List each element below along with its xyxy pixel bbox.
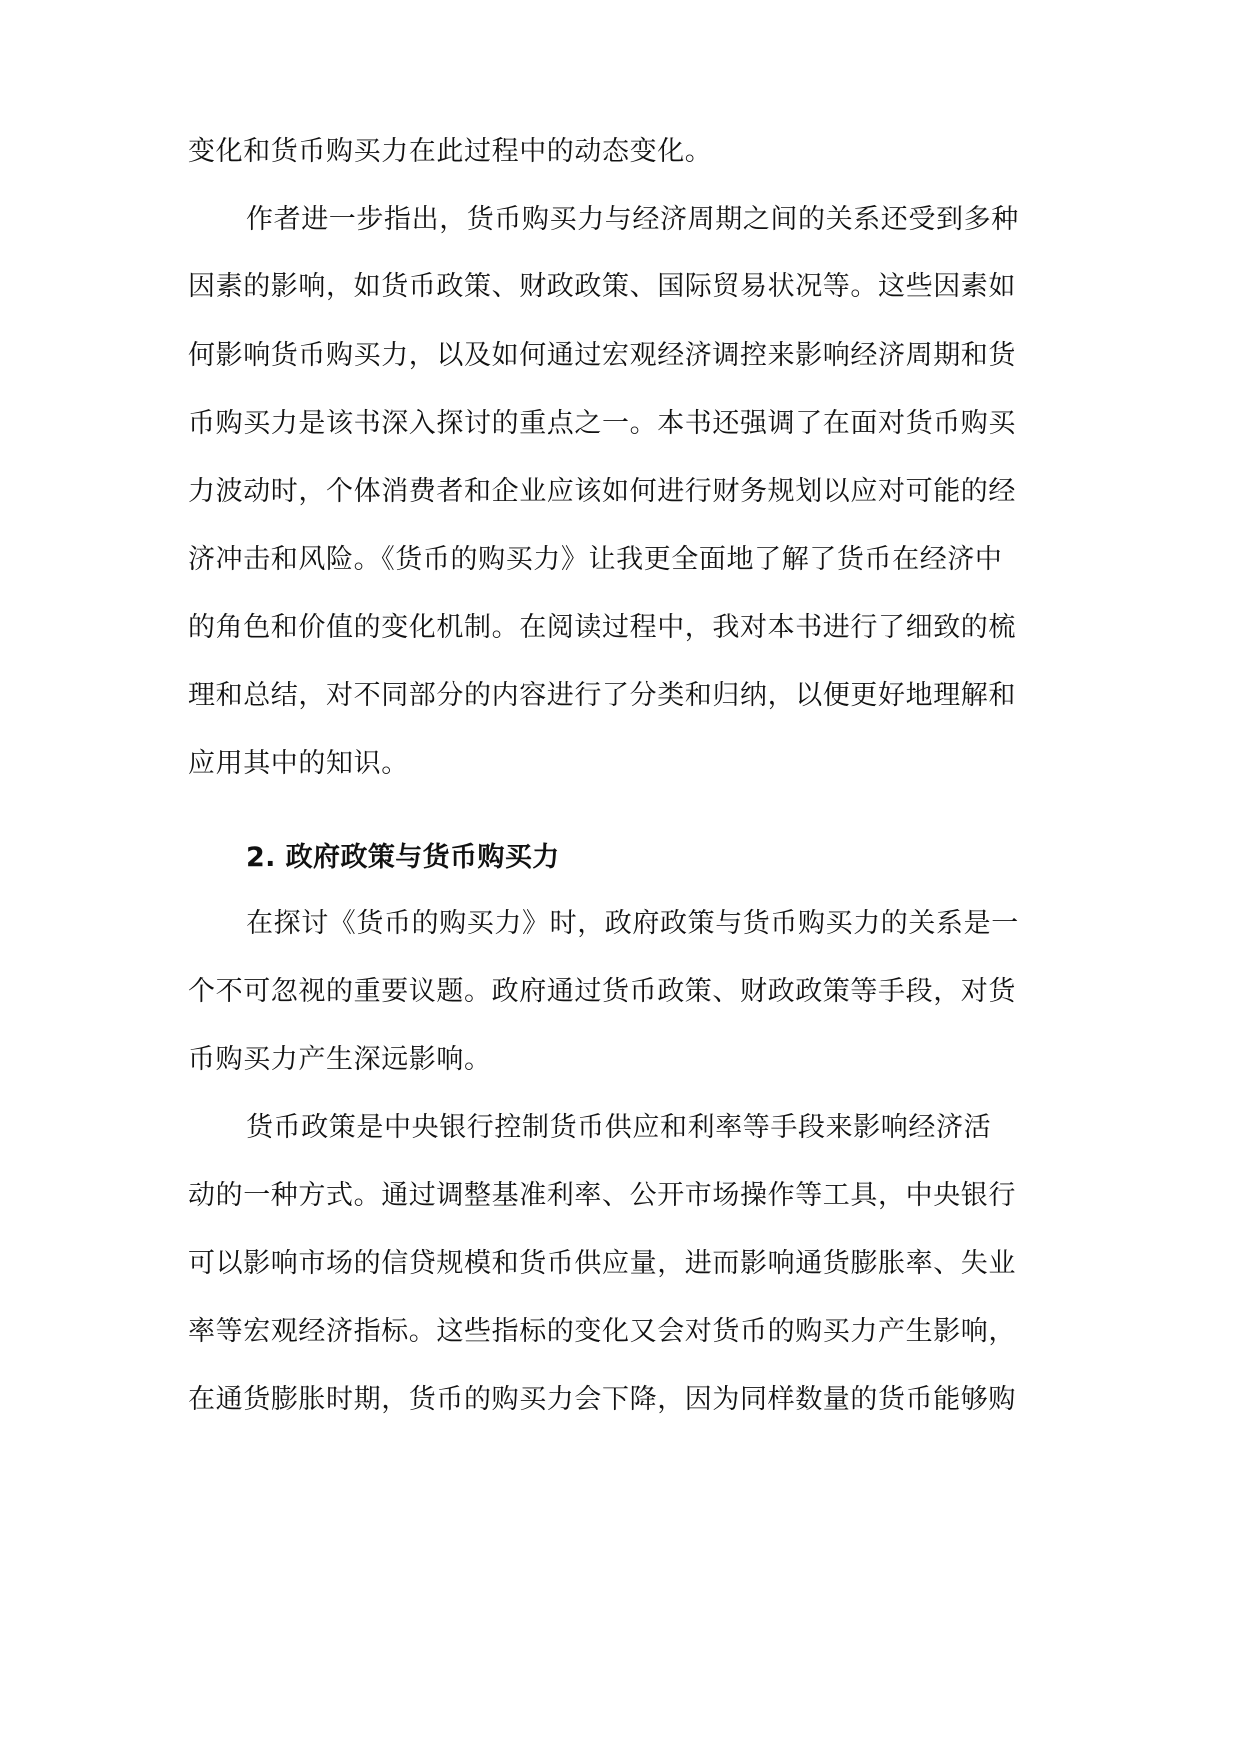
- paragraph-3-line-1: 在探讨《货币的购买力》时，政府政策与货币购买力的关系是一: [246, 908, 1019, 939]
- paragraph-4-line-1: 货币政策是中央银行控制货币供应和利率等手段来影响经济活: [246, 1112, 992, 1143]
- paragraph-2-line-4: 币购买力是该书深入探讨的重点之一。本书还强调了在面对货币购买: [188, 408, 1016, 439]
- paragraph-4-line-3: 可以影响市场的信贷规模和货币供应量，进而影响通货膨胀率、失业: [188, 1248, 1016, 1279]
- paragraph-2-line-1: 作者进一步指出，货币购买力与经济周期之间的关系还受到多种: [246, 204, 1019, 235]
- paragraph-3-line-2: 个不可忽视的重要议题。政府通过货币政策、财政政策等手段，对货: [188, 976, 1016, 1007]
- paragraph-2-line-9: 应用其中的知识。: [188, 748, 409, 779]
- paragraph-4-line-2: 动的一种方式。通过调整基准利率、公开市场操作等工具，中央银行: [188, 1180, 1016, 1211]
- paragraph-2-line-3: 何影响货币购买力，以及如何通过宏观经济调控来影响经济周期和货: [188, 340, 1016, 371]
- paragraph-2-line-5: 力波动时，个体消费者和企业应该如何进行财务规划以应对可能的经: [188, 476, 1016, 507]
- paragraph-4-line-4: 率等宏观经济指标。这些指标的变化又会对货币的购买力产生影响，: [188, 1316, 1016, 1347]
- paragraph-2-line-7: 的角色和价值的变化机制。在阅读过程中，我对本书进行了细致的梳: [188, 612, 1016, 643]
- paragraph-2-line-6: 济冲击和风险。《货币的购买力》让我更全面地了解了货币在经济中: [188, 544, 1003, 575]
- paragraph-3-line-3: 币购买力产生深远影响。: [188, 1044, 492, 1075]
- section-heading: 2. 政府政策与货币购买力: [246, 842, 560, 873]
- paragraph-2-line-8: 理和总结，对不同部分的内容进行了分类和归纳，以便更好地理解和: [188, 680, 1016, 711]
- paragraph-1-line-1: 变化和货币购买力在此过程中的动态变化。: [188, 136, 713, 167]
- paragraph-4-line-5: 在通货膨胀时期，货币的购买力会下降，因为同样数量的货币能够购: [188, 1384, 1016, 1415]
- paragraph-2-line-2: 因素的影响，如货币政策、财政政策、国际贸易状况等。这些因素如: [188, 271, 1016, 302]
